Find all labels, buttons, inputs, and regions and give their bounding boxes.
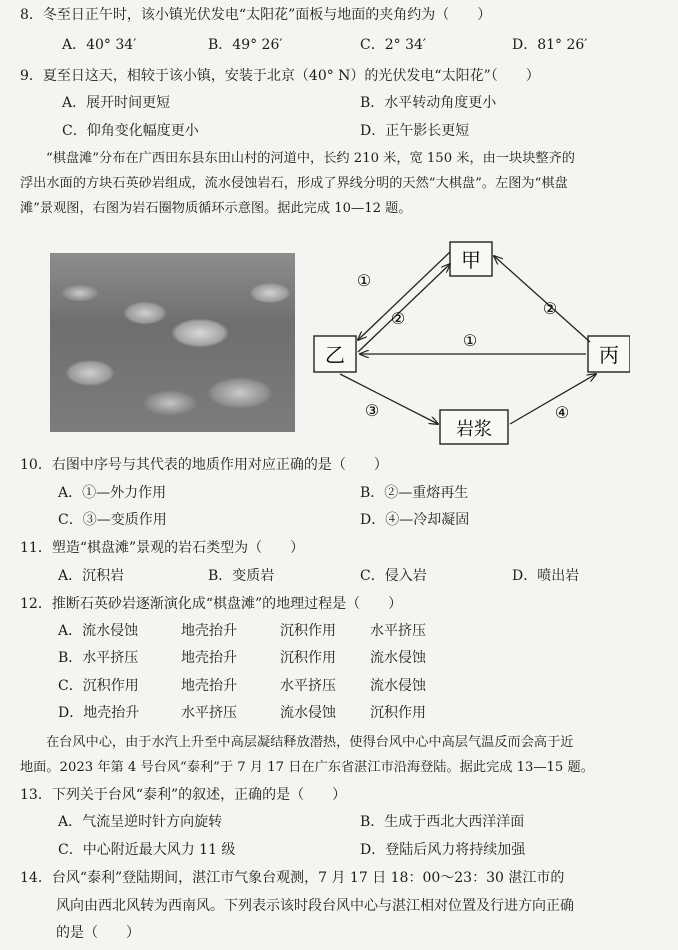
- q11-option-c: C．侵入岩: [360, 568, 427, 584]
- passage-qipantan-line-3: 滩”景观图，右图为岩石圈物质循环示意图。据此完成 10—12 题。: [20, 201, 412, 216]
- q12-option-b-step-1: B．水平挤压: [58, 650, 139, 666]
- question-14-stem-line-3: 的是（ ）: [56, 925, 140, 941]
- passage-typhoon: [20, 730, 660, 780]
- question-13-stem: 13．下列关于台风“泰利”的叙述，正确的是（ ）: [20, 787, 347, 803]
- question-14-stem-line-1: 14．台风“泰利”登陆期间，湛江市气象台观测，7 月 17 日 18：00～23：30 湛江市的: [20, 870, 565, 886]
- q10-option-d: D．④—冷却凝固: [360, 512, 470, 528]
- q10-option-c: C．③—变质作用: [58, 512, 167, 528]
- passage-qipantan-line-1: “棋盘滩”分布在广西田东县东田山村的河道中，长约 210 米，宽 150 米，由一块块整齐的: [46, 151, 575, 166]
- q8-option-d: D．81° 26′: [512, 37, 588, 53]
- passage-qipantan-line-2: 浮出水面的方块石英砂岩组成，流水侵蚀岩石，形成了界线分明的天然“大棋盘”。左图为“棋盘: [20, 176, 568, 191]
- q11-option-b: B．变质岩: [208, 568, 275, 584]
- label-bing: 丙: [599, 343, 619, 367]
- q9-option-c: C．仰角变化幅度更小: [62, 123, 199, 139]
- q8-option-c: C．2° 34′: [360, 37, 427, 53]
- q12-option-d-step-2: 水平挤压: [181, 705, 237, 721]
- question-11-stem: 11．塑造“棋盘滩”景观的岩石类型为（ ）: [20, 540, 305, 556]
- question-14-stem-line-2: 风向由西北风转为西南风。下列表示该时段台风中心与湛江相对位置及行进方向正确: [56, 898, 574, 914]
- q12-option-d-step-4: 沉积作用: [370, 705, 426, 721]
- label-jia: 甲: [461, 248, 481, 272]
- q8-option-a: A．40° 34′: [62, 37, 137, 53]
- q9-option-d: D．正午影长更短: [360, 123, 470, 139]
- q12-option-c-step-4: 流水侵蚀: [370, 678, 426, 694]
- q11-option-a: A．沉积岩: [58, 568, 125, 584]
- passage-typhoon-line-2: 地面。2023 年第 4 号台风“泰利”于 7 月 17 日在广东省湛江市沿海登陆。据此完成 13—15 题。: [20, 760, 594, 775]
- label-magma: 岩浆: [456, 419, 492, 440]
- q9-option-a: A．展开时间更短: [62, 95, 171, 111]
- q9-option-b: B．水平转动角度更小: [360, 95, 497, 111]
- question-9-stem: 9．夏至日这天，相较于该小镇，安装于北京（40° N）的光伏发电“太阳花”（ ）: [20, 68, 540, 84]
- q12-option-c-step-2: 地壳抬升: [181, 678, 237, 694]
- arrow-label-1-top: ①: [356, 271, 372, 290]
- q10-option-a: A．①—外力作用: [58, 485, 167, 501]
- q8-option-b: B．49° 26′: [208, 37, 283, 53]
- passage-typhoon-line-1: 在台风中心，由于水汽上升至中高层凝结释放潜热，使得台风中心中高层气温反而会高于近: [46, 735, 574, 750]
- question-12-stem: 12．推断石英砂岩逐渐演化成“棋盘滩”的地理过程是（ ）: [20, 596, 403, 612]
- q13-option-c: C．中心附近最大风力 11 级: [58, 842, 236, 858]
- q12-option-a-step-3: 沉积作用: [280, 623, 336, 639]
- arrow-label-3: ③: [364, 401, 380, 420]
- passage-qipantan: [20, 146, 660, 221]
- arrow-yi-to-jia: [358, 264, 450, 352]
- q12-option-b-step-2: 地壳抬升: [181, 650, 237, 666]
- question-10-stem: 10．右图中序号与其代表的地质作用对应正确的是（ ）: [20, 457, 388, 473]
- q10-option-b: B．②—重熔再生: [360, 485, 469, 501]
- arrow-magma-to-bing: [510, 374, 596, 424]
- arrow-label-1-middle: ①: [462, 331, 478, 350]
- q12-option-d-step-1: D．地壳抬升: [58, 705, 140, 721]
- q12-option-c-step-1: C．沉积作用: [58, 678, 139, 694]
- q13-option-b: B．生成于西北大西洋洋面: [360, 814, 525, 830]
- q12-option-a-step-2: 地壳抬升: [181, 623, 237, 639]
- arrow-yi-to-magma: [340, 374, 438, 424]
- q12-option-a-step-1: A．流水侵蚀: [58, 623, 139, 639]
- label-yi: 乙: [325, 343, 345, 367]
- q13-option-d: D．登陆后风力将持续加强: [360, 842, 526, 858]
- q12-option-a-step-4: 水平挤压: [370, 623, 426, 639]
- q13-option-a: A．气流呈逆时针方向旋转: [58, 814, 223, 830]
- q12-option-c-step-3: 水平挤压: [280, 678, 336, 694]
- q12-option-d-step-3: 流水侵蚀: [280, 705, 336, 721]
- rock-cycle-diagram: [300, 238, 630, 450]
- q12-option-b-step-4: 流水侵蚀: [370, 650, 426, 666]
- arrow-label-4: ④: [554, 403, 570, 422]
- question-8-stem: 8．冬至日正午时，该小镇光伏发电“太阳花”面板与地面的夹角约为（ ）: [20, 7, 492, 23]
- qipantan-landscape-photo: [50, 253, 295, 432]
- arrow-label-2-left: ②: [390, 309, 406, 328]
- arrow-label-2-right: ②: [542, 299, 558, 318]
- q11-option-d: D．喷出岩: [512, 568, 580, 584]
- q12-option-b-step-3: 沉积作用: [280, 650, 336, 666]
